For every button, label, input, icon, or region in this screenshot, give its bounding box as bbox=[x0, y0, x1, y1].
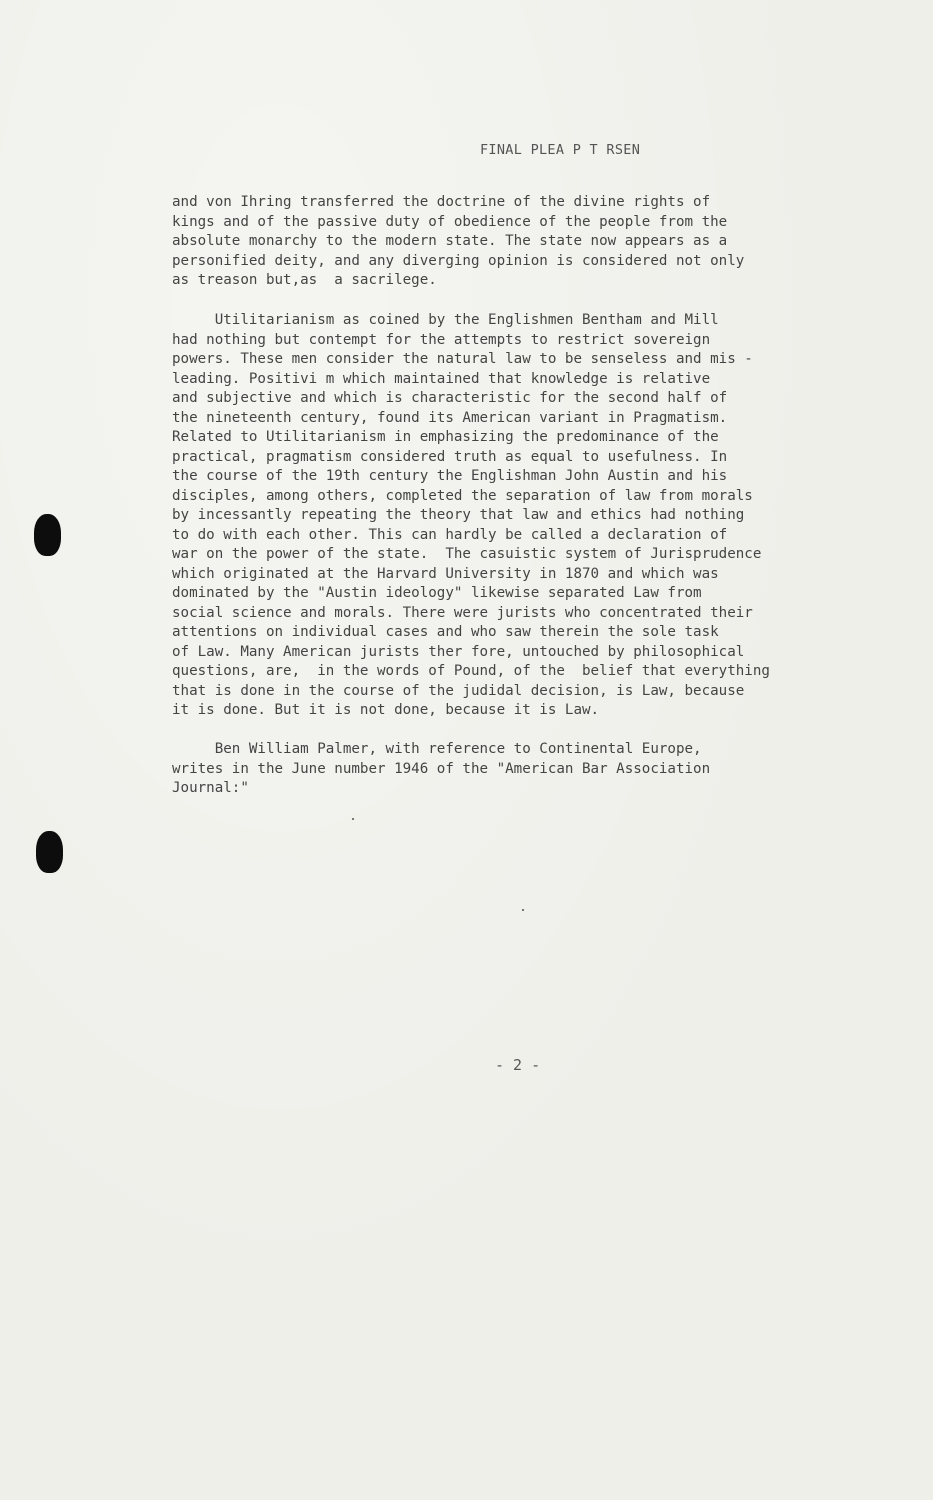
stray-mark bbox=[522, 909, 524, 911]
text-line: and von Ihring transferred the doctrine of the divine rights of bbox=[172, 194, 711, 210]
punch-hole bbox=[34, 514, 61, 556]
text-line: the nineteenth century, found its American variant in Pragmatism. bbox=[172, 409, 728, 426]
text-line: Utilitarianism as coined by the Englishmen Bentham and Mill bbox=[172, 312, 719, 328]
text-line: as treason but,as a sacrilege. bbox=[172, 272, 437, 288]
text-line: Related to Utilitarianism in emphasizing the predominance of the bbox=[172, 429, 719, 445]
text-line: of Law. Many American jurists ther fore, untouched by philosophical bbox=[172, 643, 745, 660]
punch-hole bbox=[36, 831, 63, 873]
text-line: kings and of the passive duty of obedience of the people from the bbox=[172, 213, 728, 230]
page-number: - 2 - bbox=[495, 1056, 541, 1074]
text-line: practical, pragmatism considered truth as equal to usefulness. In bbox=[172, 448, 728, 465]
text-line: which originated at the Harvard University in 1870 and which was bbox=[172, 565, 719, 582]
text-line: disciples, among others, completed the separation of law from morals bbox=[172, 487, 753, 504]
text-line: the course of the 19th century the Englishman John Austin and his bbox=[172, 468, 728, 484]
text-line: dominated by the "Austin ideology" likewise separated Law from bbox=[172, 585, 702, 601]
text-line: it is done. But it is not done, because it is Law. bbox=[172, 702, 600, 718]
text-line: absolute monarchy to the modern state. The state now appears as a bbox=[172, 233, 728, 249]
text-line: social science and morals. There were jurists who concentrated their bbox=[172, 604, 753, 621]
text-line: leading. Positivi m which maintained that knowledge is relative bbox=[172, 370, 711, 387]
text-line: personified deity, and any diverging opinion is considered not only bbox=[172, 252, 745, 269]
paragraph-3 bbox=[172, 740, 862, 799]
text-line: by incessantly repeating the theory that law and ethics had nothing bbox=[172, 507, 745, 523]
text-line: attentions on individual cases and who saw therein the sole task bbox=[172, 624, 719, 640]
text-line: questions, are, in the words of Pound, of the belief that everything bbox=[172, 663, 770, 679]
paragraph-1 bbox=[172, 193, 862, 291]
stray-mark bbox=[352, 818, 354, 820]
text-line: powers. These men consider the natural law to be senseless and mis - bbox=[172, 351, 753, 367]
text-line: writes in the June number 1946 of the "American Bar Association bbox=[172, 760, 711, 777]
paragraph-2 bbox=[172, 311, 862, 721]
text-line: war on the power of the state. The casuistic system of Jurisprudence bbox=[172, 546, 762, 562]
text-line: that is done in the course of the judidal decision, is Law, because bbox=[172, 682, 745, 699]
text-line: to do with each other. This can hardly be called a declaration of bbox=[172, 526, 728, 543]
text-line: had nothing but contempt for the attempts to restrict sovereign bbox=[172, 331, 711, 348]
text-line: and subjective and which is characteristic for the second half of bbox=[172, 390, 728, 406]
page-header: FINAL PLEA P T RSEN bbox=[480, 142, 641, 158]
text-line: Ben William Palmer, with reference to Continental Europe, bbox=[172, 741, 702, 757]
text-line: Journal:" bbox=[172, 780, 249, 796]
